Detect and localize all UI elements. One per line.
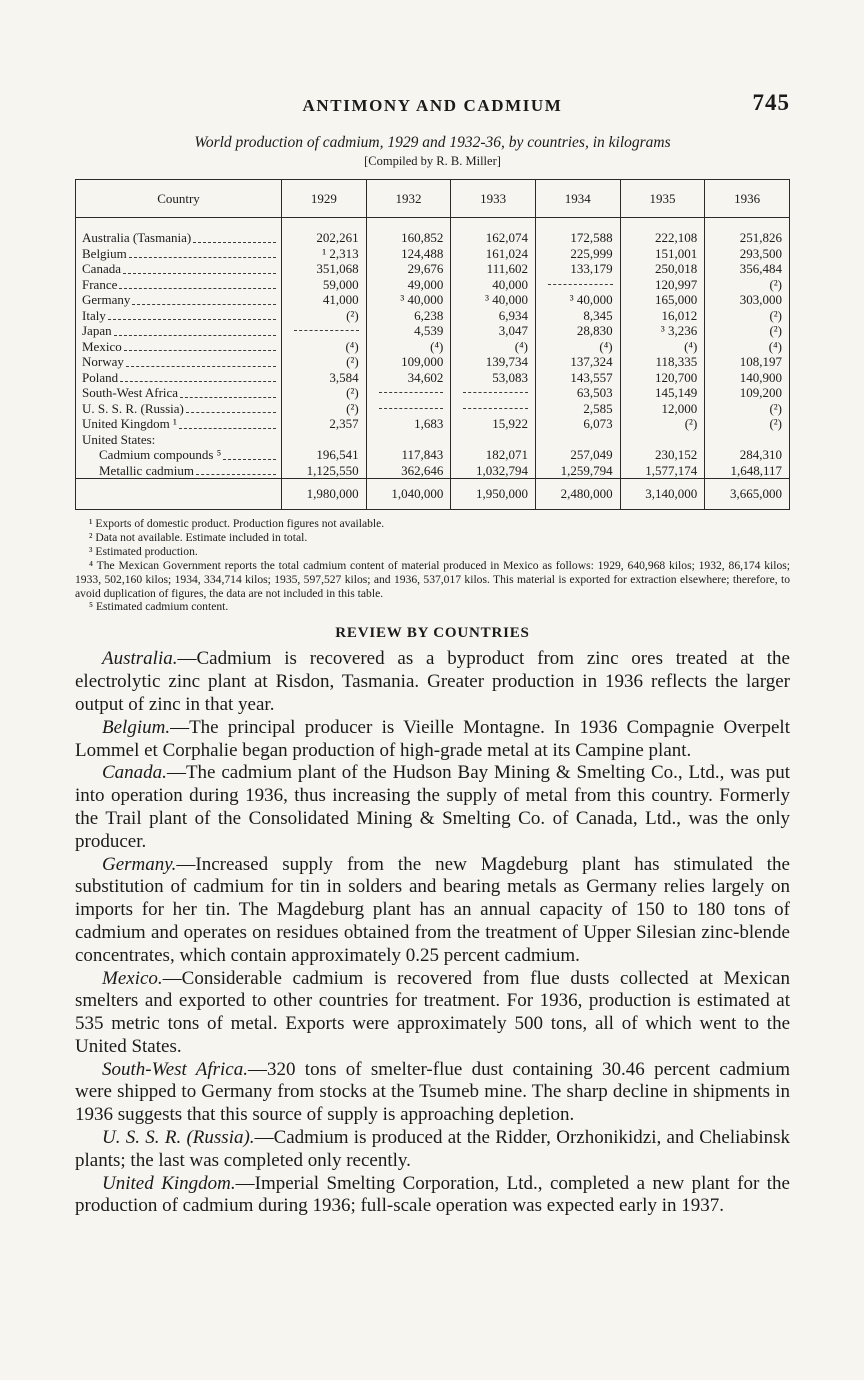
country-name: Metallic cadmium [99,462,194,478]
value-cell: 6,934 [451,308,536,324]
country-cell-content [82,261,277,277]
value-cell: 28,830 [535,323,620,339]
value-cell: 34,602 [366,370,451,386]
country-cell-content [82,277,277,293]
footnote: ² Data not available. Estimate included in total. [89,530,308,544]
value-cell: 1,259,794 [535,463,620,479]
country-name: South-West Africa [82,385,179,400]
no-data-dashes [463,408,528,409]
value-cell: (²) [705,323,790,339]
value-cell: 222,108 [620,218,705,246]
value-cell [451,385,536,401]
country-name: Japan [82,323,112,338]
country-lead: U. S. S. R. (Russia). [102,1127,255,1149]
country-cell [76,246,282,262]
country-cell [76,339,282,355]
country-cell-content [82,246,277,262]
value-cell: 137,324 [535,354,620,370]
value-cell: (⁴) [282,339,367,355]
value-cell: ³ 40,000 [535,292,620,308]
total-value-cell: 1,040,000 [366,479,451,510]
table-row [76,308,790,324]
value-cell: ¹ 2,313 [282,246,367,262]
dash-leader [114,335,276,336]
footnote: ⁴ The Mexican Government reports the total cadmium content of material produced in Mexico as follows: 1929, 640,968 kilos; 1932, 86,174 kilos; 1933, 502,160 kilos; 1934, 334,714 kilos; 1935, 597,527 kilos; and 1936, 537,017 kilos. This material is exported for extraction elsewhere; therefore, to avoid duplication of figures, the data are not included in this table. [75,558,790,600]
country-name: Canada [82,261,121,276]
value-cell: 40,000 [451,277,536,293]
total-value-cell: 2,480,000 [535,479,620,510]
dash-leader [186,412,276,413]
table-compiler-note: [Compiled by R. B. Miller] [364,154,501,168]
value-cell: 225,999 [535,246,620,262]
value-cell: 111,602 [451,261,536,277]
value-cell: 293,500 [705,246,790,262]
value-cell: 257,049 [535,447,620,463]
paragraph-text: —Imperial Smelting Corporation, Ltd., completed a new plant for the production of cadmium during 1936; full-scale operation was expected early in 1937. [75,1172,790,1217]
value-cell: ³ 40,000 [451,292,536,308]
value-cell: 16,012 [620,308,705,324]
country-cell [76,432,282,448]
value-cell: 1,125,550 [282,463,367,479]
country-cell-content [82,401,277,417]
country-name: Germany [82,292,131,307]
country-name: Norway [82,354,124,369]
table-header-row [76,180,790,218]
value-cell: 1,032,794 [451,463,536,479]
country-cell-content [82,370,277,386]
value-cell: 1,648,117 [705,463,790,479]
country-name: France [82,276,118,292]
no-data-dashes [379,408,444,409]
country-cell-content [82,354,277,370]
country-lead: Germany. [102,853,177,875]
value-cell: 2,357 [282,416,367,432]
country-cell [76,463,282,479]
column-header-1936: 1936 [705,180,790,218]
value-cell [282,432,367,448]
value-cell: 124,488 [366,246,451,262]
value-cell: 139,734 [451,354,536,370]
value-cell: 63,503 [535,385,620,401]
value-cell: 162,074 [451,218,536,246]
country-lead: Belgium. [102,716,171,738]
paragraph-text: —Cadmium is produced at the Ridder, Orzhonikidzi, and Cheliabinsk plants; the last was completed only recently. [75,1127,791,1171]
table-row [76,370,790,386]
value-cell: (²) [705,401,790,417]
value-cell: 133,179 [535,261,620,277]
production-table [75,179,790,510]
value-cell: ³ 40,000 [366,292,451,308]
value-cell [620,432,705,448]
dash-leader [108,319,276,320]
country-paragraph [75,762,790,853]
value-cell: 41,000 [282,292,367,308]
country-cell-content [82,463,277,479]
value-cell: 6,238 [366,308,451,324]
value-cell: ³ 3,236 [620,323,705,339]
value-cell: 140,900 [705,370,790,386]
value-cell: 8,345 [535,308,620,324]
country-cell [76,277,282,293]
dash-leader [179,428,276,429]
value-cell: 117,843 [366,447,451,463]
paragraph-text: —Cadmium is recovered as a byproduct from zinc ores treated at the electrolytic zinc plant at Risdon, Tasmania. Greater production in 1936 reflects the larger output of zinc in that year. [75,648,790,715]
country-name: Belgium [82,245,127,261]
country-lead: Australia. [102,648,178,670]
table-row [76,261,790,277]
table-caption: World production of cadmium, 1929 and 1932-36, by countries, in kilograms [194,134,671,151]
table-row [76,277,790,293]
table-row [76,385,790,401]
value-cell: 182,071 [451,447,536,463]
country-cell-content [82,339,277,355]
country-lead: United Kingdom. [102,1172,236,1194]
running-title: ANTIMONY AND CADMIUM [302,96,563,115]
value-cell: (⁴) [535,339,620,355]
no-data-dashes [294,330,359,331]
value-cell: 53,083 [451,370,536,386]
table-row [76,339,790,355]
paragraph-text: —The cadmium plant of the Hudson Bay Mining & Smelting Co., Ltd., was put into operation during 1936, thus increasing the supply of metal from this country. Formerly the Trail plant of the Consolidated Mining & Smelting Co. of Canada, Ltd., was the only producer. [75,762,790,852]
country-lead: Mexico. [102,967,163,989]
value-cell [535,432,620,448]
column-header-country: Country [76,180,282,218]
total-value-cell: 3,140,000 [620,479,705,510]
value-cell: (²) [282,354,367,370]
value-cell: 165,000 [620,292,705,308]
country-cell [76,385,282,401]
no-data-dashes [463,392,528,393]
column-header-1934: 1934 [535,180,620,218]
dash-leader [129,257,276,258]
column-header-1935: 1935 [620,180,705,218]
country-name: U. S. S. R. (Russia) [82,400,184,416]
paragraph-text: —The principal producer is Vieille Montagne. In 1936 Compagnie Overpelt Lommel et Corphalie began production of high-grade metal at its Campine plant. [75,716,790,761]
value-cell: 109,000 [366,354,451,370]
table-row [76,401,790,417]
value-cell: (⁴) [620,339,705,355]
country-cell-content [82,416,277,432]
paragraph-text: —Increased supply from the new Magdeburg plant has stimulated the substitution of cadmium for tin in solders and bearing metals as Germany relies largely on imports for her tin. The Magdeburg plant has an annual capacity of 150 to 180 tons of cadmium and operates on residues obtained from the treatment of Upper Silesian zinc-blende concentrates, which contain approximately 0.25 percent cadmium. [75,853,790,966]
table-row [76,416,790,432]
value-cell: 362,646 [366,463,451,479]
value-cell: 12,000 [620,401,705,417]
value-cell: 120,997 [620,277,705,293]
value-cell: 196,541 [282,447,367,463]
no-data-dashes [379,392,444,393]
country-cell [76,218,282,246]
value-cell: (⁴) [705,339,790,355]
value-cell: (⁴) [366,339,451,355]
country-name: Australia (Tasmania) [82,230,192,245]
value-cell: 120,700 [620,370,705,386]
country-cell-content [82,385,277,401]
value-cell [451,432,536,448]
value-cell: 118,335 [620,354,705,370]
column-header-1929: 1929 [282,180,367,218]
footnote: ³ Estimated production. [89,544,198,558]
page-number: 745 [752,90,790,115]
column-header-1933: 1933 [451,180,536,218]
dash-leader [120,381,276,382]
country-cell-content [82,323,277,339]
country-cell-content [82,292,277,308]
country-lead: Canada. [102,762,167,784]
country-paragraph [75,1127,790,1173]
value-cell: 151,001 [620,246,705,262]
table-body [76,218,790,479]
review-body [75,648,790,1218]
table-row [76,463,790,479]
value-cell: 49,000 [366,277,451,293]
table-row [76,218,790,246]
country-paragraph [75,717,790,763]
country-cell [76,292,282,308]
country-name: United Kingdom ¹ [82,416,177,431]
table-row [76,323,790,339]
total-value-cell: 1,980,000 [282,479,367,510]
table-row [76,246,790,262]
value-cell: 6,073 [535,416,620,432]
country-name: United States: [82,431,156,447]
country-cell [76,370,282,386]
footnote: ⁵ Estimated cadmium content. [89,600,229,614]
dash-leader [119,288,276,289]
value-cell: (²) [282,401,367,417]
value-cell: (²) [282,308,367,324]
footnote: ¹ Exports of domestic product. Production figures not available. [89,517,385,530]
country-cell [76,416,282,432]
country-name: Poland [82,369,119,385]
table-row [76,447,790,463]
dash-leader [124,350,276,351]
value-cell: 202,261 [282,218,367,246]
value-cell: 1,577,174 [620,463,705,479]
value-cell: (²) [620,416,705,432]
page-header [75,90,790,126]
country-paragraph [75,648,790,716]
value-cell: 250,018 [620,261,705,277]
value-cell: 143,557 [535,370,620,386]
value-cell: (²) [705,416,790,432]
dash-leader [196,474,276,475]
country-cell [76,447,282,463]
country-lead: South-West Africa. [102,1058,248,1080]
dash-leader [193,242,276,243]
country-cell [76,308,282,324]
value-cell: 145,149 [620,385,705,401]
country-cell [76,261,282,277]
value-cell: 160,852 [366,218,451,246]
value-cell: 172,588 [535,218,620,246]
dash-leader [132,304,276,305]
paragraph-text: —320 tons of smelter-flue dust containing 30.46 percent cadmium were shipped to Germany from stocks at the Tsumeb mine. The sharp decline in shipments in 1936 suggests that this source of supply is approaching depletion. [75,1058,790,1126]
value-cell: 59,000 [282,277,367,293]
value-cell [282,323,367,339]
dash-leader [223,459,276,460]
dash-leader [180,397,276,398]
value-cell: 161,024 [451,246,536,262]
total-value-cell: 1,950,000 [451,479,536,510]
table-row [76,292,790,308]
value-cell: 303,000 [705,292,790,308]
value-cell: (²) [705,308,790,324]
country-name: Cadmium compounds ⁵ [99,447,222,462]
table-row [76,354,790,370]
value-cell: 108,197 [705,354,790,370]
total-label-cell [76,479,282,510]
country-paragraph [75,1173,790,1219]
country-cell-content [82,432,277,448]
country-cell [76,354,282,370]
no-data-dashes [548,284,613,285]
value-cell: 109,200 [705,385,790,401]
column-header-1932: 1932 [366,180,451,218]
country-paragraph [75,968,790,1059]
value-cell: 230,152 [620,447,705,463]
table-foot [76,479,790,510]
value-cell: 15,922 [451,416,536,432]
value-cell: 1,683 [366,416,451,432]
dash-leader [123,273,276,274]
country-name: Mexico [82,338,122,354]
value-cell: 4,539 [366,323,451,339]
value-cell: (⁴) [451,339,536,355]
country-name: Italy [82,307,106,323]
value-cell: 284,310 [705,447,790,463]
country-cell [76,323,282,339]
table-head [76,180,790,218]
table-total-row [76,479,790,510]
value-cell: (²) [705,277,790,293]
value-cell: 251,826 [705,218,790,246]
footnotes [75,517,790,614]
value-cell [366,401,451,417]
value-cell [705,432,790,448]
value-cell [451,401,536,417]
value-cell [535,277,620,293]
value-cell: 29,676 [366,261,451,277]
country-paragraph [75,854,790,968]
country-cell-content [82,230,277,246]
value-cell [366,385,451,401]
table-row [76,432,790,448]
country-paragraph [75,1059,790,1127]
total-value-cell: 3,665,000 [705,479,790,510]
value-cell: (²) [282,385,367,401]
value-cell: 3,047 [451,323,536,339]
country-cell-content [82,308,277,324]
country-cell [76,401,282,417]
value-cell: 356,484 [705,261,790,277]
dash-leader [126,366,276,367]
value-cell [366,432,451,448]
value-cell: 3,584 [282,370,367,386]
value-cell: 351,068 [282,261,367,277]
value-cell: 2,585 [535,401,620,417]
country-cell-content [82,447,277,463]
review-heading: REVIEW BY COUNTRIES [335,625,530,642]
paragraph-text: —Considerable cadmium is recovered from flue dusts collected at Mexican smelters and exported to other countries for treatment. For 1936, production is estimated at 535 metric tons of metal. Exports were approximately 500 tons, all of which went to the United States. [75,967,790,1057]
